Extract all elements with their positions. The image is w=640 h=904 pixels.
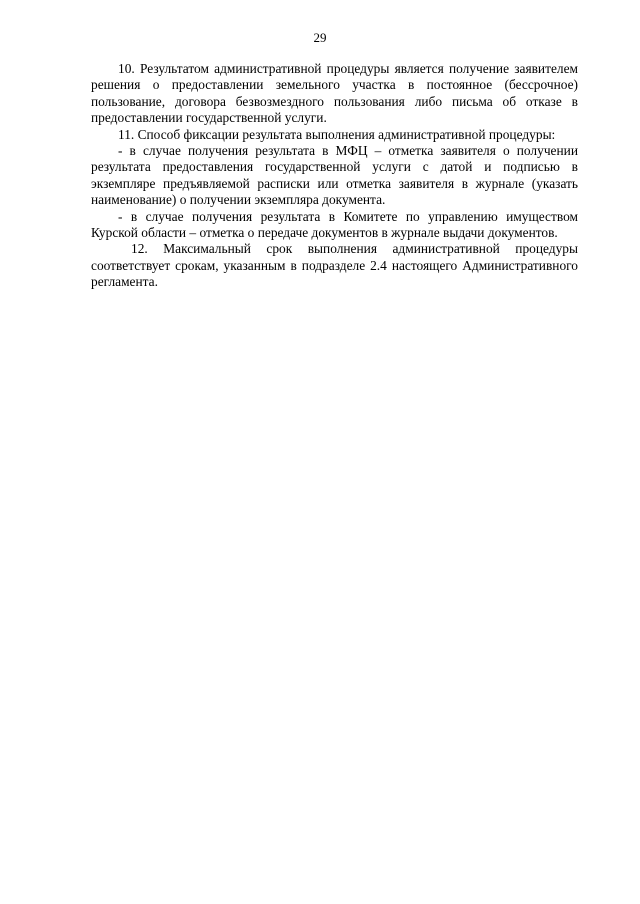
paragraph-10-result: 10. Результатом административной процедуры является получение заявителем решения о предоставлении земельного участка в постоянное (бессрочное) пользование, договора безвозмездного пользования либо письма об отказе в предоставлении государственной услуги.	[91, 61, 578, 126]
paragraph-12-max-term: 12. Максимальный срок выполнения административной процедуры соответствует срокам, указанным в подразделе 2.4 настоящего Административного регламента.	[91, 241, 578, 290]
document-body	[91, 61, 578, 291]
paragraph-11-committee-item: - в случае получения результата в Комитете по управлению имуществом Курской области – отметка о передаче документов в журнале выдачи документов.	[91, 208, 578, 241]
paragraph-11-fixation-method: 11. Способ фиксации результата выполнения административной процедуры:	[118, 126, 556, 142]
page-number: 29	[313, 30, 327, 45]
paragraph-11-mfc-item: - в случае получения результата в МФЦ – отметка заявителя о получении результата предоставления государственной услуги с датой и подписью в экземпляре предъявляемой расписки или отметка заявителя в журнале (указать наименование) о получении экземпляра документа.	[91, 143, 578, 208]
